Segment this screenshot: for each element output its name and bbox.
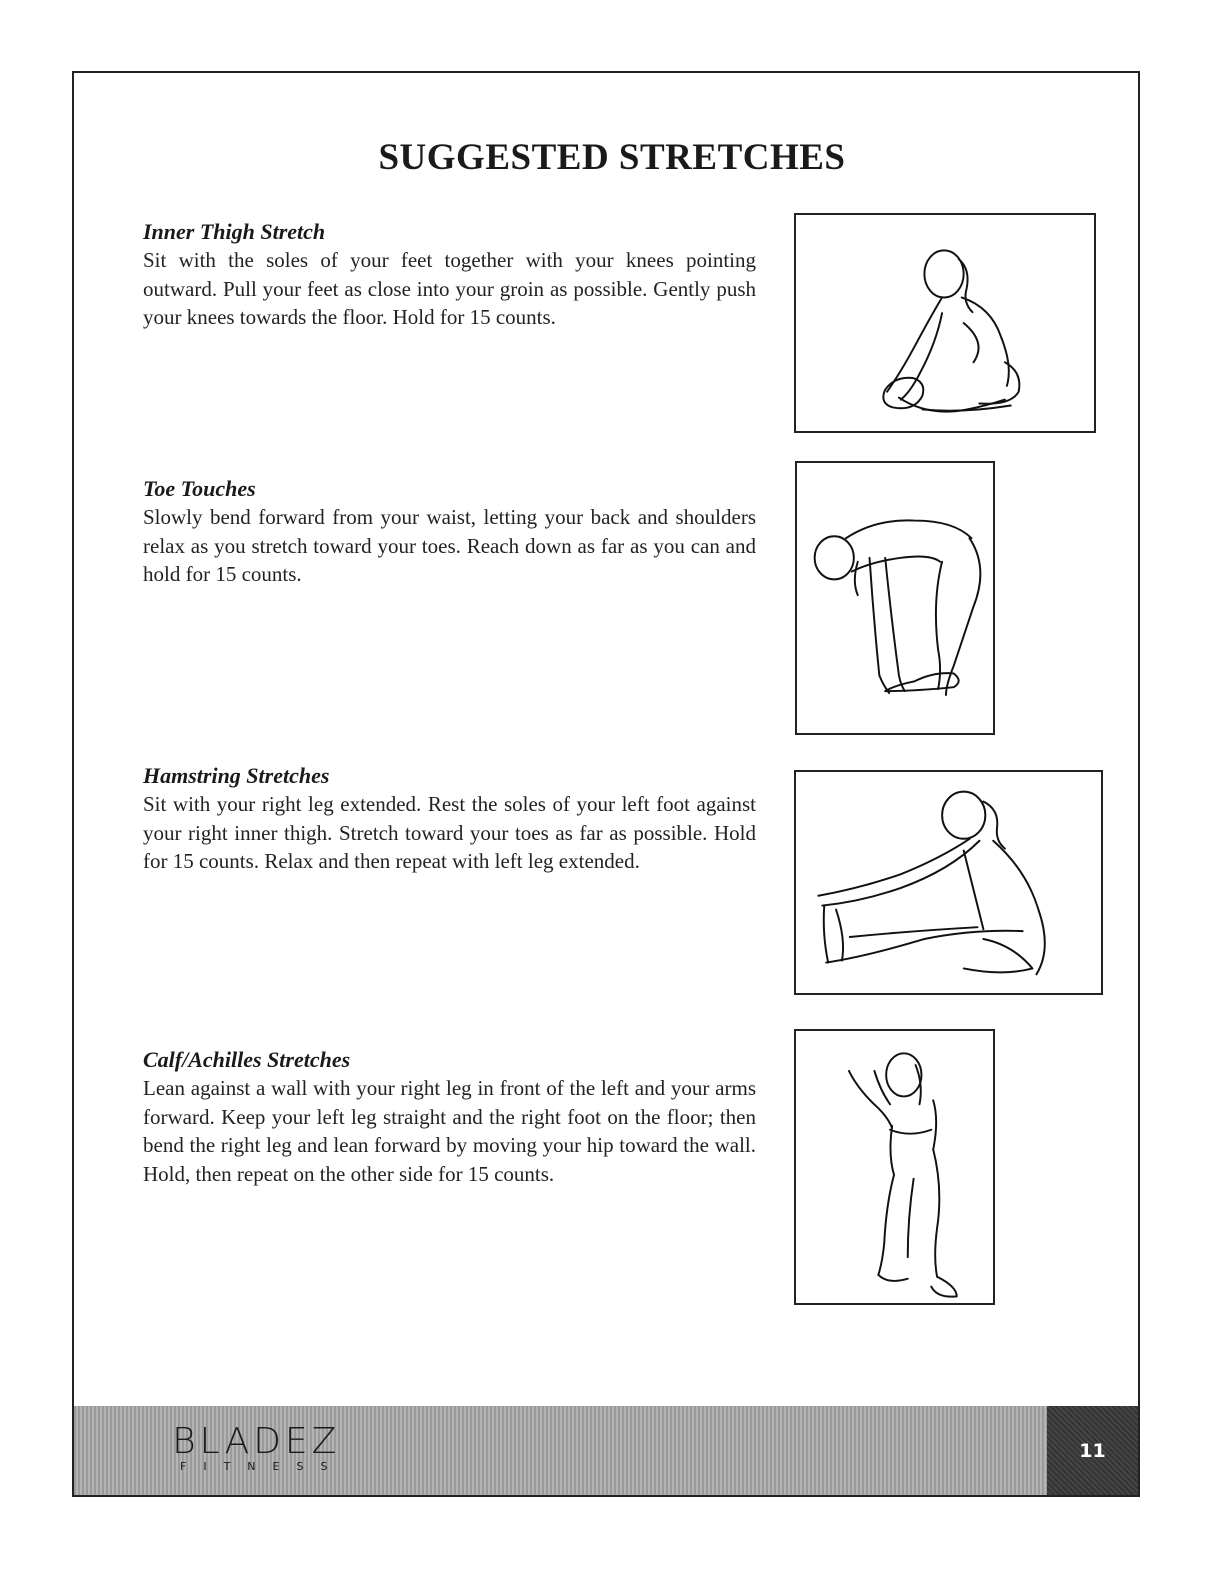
section-heading: Inner Thigh Stretch xyxy=(143,219,326,244)
section-heading: Calf/Achilles Stretches xyxy=(143,1047,351,1072)
section-body: Slowly bend forward from your waist, letting your back and shoulders relax as you stretch toward your toes. Reach down as far as you can and hold for 15 counts. xyxy=(143,505,756,586)
stretch-section-toe-touches xyxy=(143,475,756,589)
stretch-section-hamstring xyxy=(143,762,756,876)
section-body: Lean against a wall with your right leg in front of the left and your arms forward. Keep your left leg straight and the right foot on the floor; then bend the right leg and lean forward by moving your hip toward the wall. Hold, then repeat on the other side for 15 counts. xyxy=(143,1076,756,1186)
footer-bar xyxy=(74,1406,1138,1495)
hamstring-illustration xyxy=(794,770,1103,995)
stretch-section-calf-achilles xyxy=(143,1046,756,1188)
brand-wordmark: BLADEZ xyxy=(172,1421,341,1462)
stretch-section-inner-thigh xyxy=(143,218,756,332)
calf-achilles-illustration xyxy=(794,1029,995,1305)
section-body: Sit with the soles of your feet together with your knees pointing outward. Pull your feet as close into your groin as possible. Gently push your knees towards the floor. Hold for 15 counts. xyxy=(143,248,756,329)
section-heading: Hamstring Stretches xyxy=(143,763,330,788)
section-body: Sit with your right leg extended. Rest the soles of your left foot against your right inner thigh. Stretch toward your toes as far as possible. Hold for 15 counts. Relax and then repeat with left leg extended. xyxy=(143,792,756,873)
section-heading: Toe Touches xyxy=(143,476,256,501)
brand-logo xyxy=(168,1421,345,1474)
brand-subtitle: FITNESS xyxy=(180,1460,345,1473)
page-title: SUGGESTED STRETCHES xyxy=(378,137,846,178)
page-number: 11 xyxy=(1047,1406,1138,1495)
inner-thigh-illustration xyxy=(794,213,1096,433)
toe-touches-illustration xyxy=(795,461,995,735)
